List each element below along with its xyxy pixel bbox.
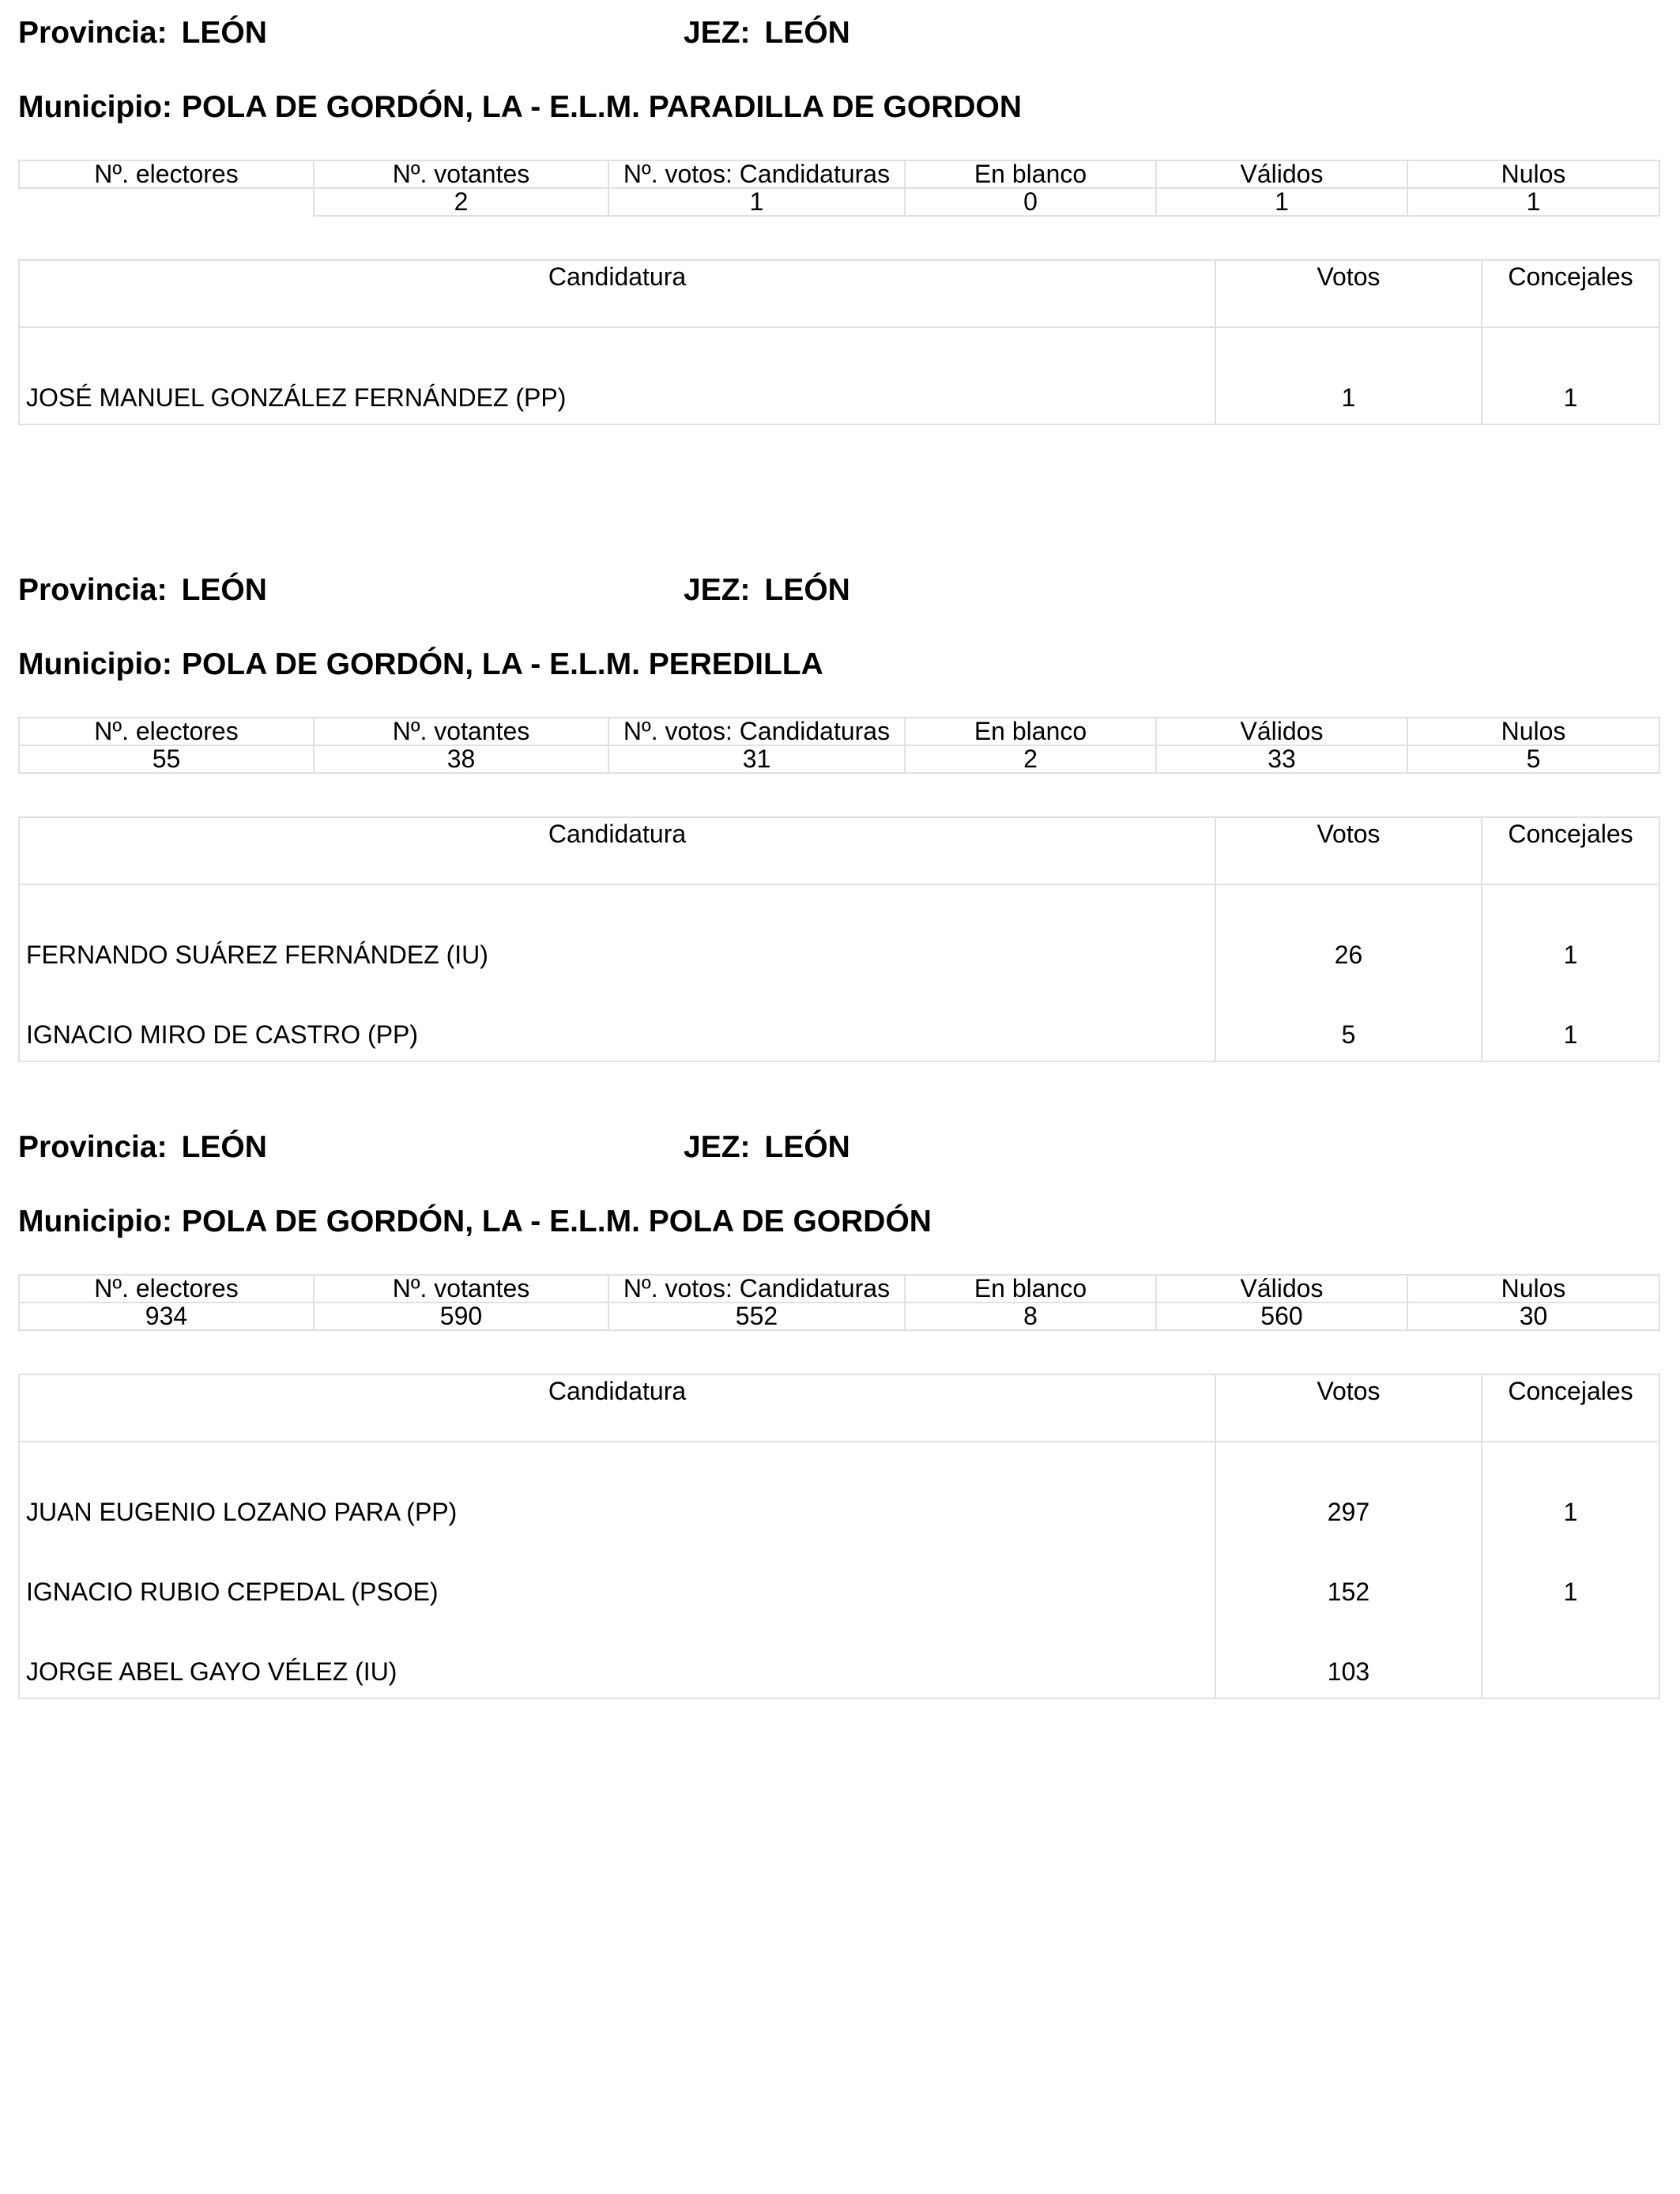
table-row [19,981,1659,1061]
stats-value-row [19,188,1659,216]
stats-header-nulos: Nulos [1407,160,1659,188]
provincia-label: Provincia: [18,1130,168,1164]
stats-value-votantes: 2 [314,188,608,216]
table-row [19,1442,1659,1538]
table-row [19,327,1659,424]
header-candidatura: Candidatura [19,1374,1215,1442]
stats-header-votantes: Nº. votantes [314,718,608,745]
stats-header-row [19,160,1659,188]
candidates-table [18,1374,1660,1699]
jez-line [684,1129,850,1167]
provincia-label: Provincia: [18,16,168,50]
election-section-3 [18,1114,1659,1686]
candidates-header-row [19,260,1659,327]
candidate-votos: 152 [1215,1538,1482,1618]
stats-header-row [19,718,1659,745]
stats-value-row [19,745,1659,773]
stats-value-votos-candidaturas: 31 [608,745,905,773]
jez-line [684,14,850,52]
stats-value-en-blanco: 8 [905,1302,1156,1330]
election-section-1 [18,0,1659,443]
provincia-value: LEÓN [181,1130,267,1164]
candidate-concejales: 1 [1482,327,1659,424]
election-section-2 [18,557,1659,1049]
stats-header-nulos: Nulos [1407,1275,1659,1302]
candidates-header-row [19,1374,1659,1442]
stats-value-validos: 1 [1156,188,1407,216]
stats-value-nulos: 5 [1407,745,1659,773]
table-row [19,1618,1659,1698]
candidate-votos: 103 [1215,1618,1482,1698]
table-row [19,884,1659,981]
stats-value-votantes: 590 [314,1302,608,1330]
provincia-line [18,571,267,609]
stats-header-row [19,1275,1659,1302]
municipio-line [18,89,1022,126]
stats-table [18,1274,1660,1331]
candidate-votos: 297 [1215,1442,1482,1538]
stats-header-electores: Nº. electores [19,160,314,188]
stats-value-electores [19,188,314,216]
candidate-name: JORGE ABEL GAYO VÉLEZ (IU) [19,1618,1215,1698]
header-votos: Votos [1215,1374,1482,1442]
jez-value: LEÓN [764,573,850,607]
stats-value-en-blanco: 0 [905,188,1156,216]
stats-table [18,160,1660,217]
municipio-value: POLA DE GORDÓN, LA - E.L.M. PEREDILLA [181,647,823,681]
municipio-value: POLA DE GORDÓN, LA - E.L.M. POLA DE GORDÓN [181,1204,932,1238]
header-candidatura: Candidatura [19,260,1215,327]
candidate-name: JOSÉ MANUEL GONZÁLEZ FERNÁNDEZ (PP) [19,327,1215,424]
jez-label: JEZ: [684,1130,751,1164]
candidate-votos: 1 [1215,327,1482,424]
stats-value-electores: 55 [19,745,314,773]
municipio-line [18,646,823,684]
stats-value-validos: 33 [1156,745,1407,773]
jez-value: LEÓN [764,1130,850,1164]
municipio-value: POLA DE GORDÓN, LA - E.L.M. PARADILLA DE GORDON [181,90,1023,124]
stats-header-validos: Válidos [1156,1275,1407,1302]
candidate-concejales [1482,1618,1659,1698]
provincia-value: LEÓN [181,573,267,607]
stats-header-votos-candidaturas: Nº. votos: Candidaturas [608,160,905,188]
municipio-label: Municipio: [18,647,172,681]
stats-header-en-blanco: En blanco [905,1275,1156,1302]
stats-header-votantes: Nº. votantes [314,160,608,188]
stats-header-electores: Nº. electores [19,1275,314,1302]
stats-value-nulos: 1 [1407,188,1659,216]
stats-value-validos: 560 [1156,1302,1407,1330]
candidate-concejales: 1 [1482,1538,1659,1618]
candidate-name: FERNANDO SUÁREZ FERNÁNDEZ (IU) [19,884,1215,981]
stats-header-validos: Válidos [1156,160,1407,188]
jez-line [684,571,850,609]
stats-header-votantes: Nº. votantes [314,1275,608,1302]
candidate-name: IGNACIO MIRO DE CASTRO (PP) [19,981,1215,1061]
candidate-concejales: 1 [1482,884,1659,981]
candidate-concejales: 1 [1482,981,1659,1061]
candidate-name: IGNACIO RUBIO CEPEDAL (PSOE) [19,1538,1215,1618]
header-candidatura: Candidatura [19,817,1215,884]
candidate-name: JUAN EUGENIO LOZANO PARA (PP) [19,1442,1215,1538]
header-votos: Votos [1215,817,1482,884]
provincia-value: LEÓN [181,16,267,50]
stats-value-votantes: 38 [314,745,608,773]
candidate-concejales: 1 [1482,1442,1659,1538]
header-concejales: Concejales [1482,817,1659,884]
jez-label: JEZ: [684,573,751,607]
table-row [19,1538,1659,1618]
stats-header-nulos: Nulos [1407,718,1659,745]
provincia-line [18,1129,267,1167]
stats-value-votos-candidaturas: 1 [608,188,905,216]
provincia-line [18,14,267,52]
stats-table [18,717,1660,774]
stats-header-en-blanco: En blanco [905,718,1156,745]
stats-value-en-blanco: 2 [905,745,1156,773]
stats-header-validos: Válidos [1156,718,1407,745]
candidate-votos: 26 [1215,884,1482,981]
stats-value-row [19,1302,1659,1330]
stats-value-nulos: 30 [1407,1302,1659,1330]
header-concejales: Concejales [1482,260,1659,327]
stats-header-electores: Nº. electores [19,718,314,745]
provincia-label: Provincia: [18,573,168,607]
municipio-label: Municipio: [18,1204,172,1238]
header-votos: Votos [1215,260,1482,327]
header-concejales: Concejales [1482,1374,1659,1442]
jez-value: LEÓN [764,16,850,50]
stats-value-electores: 934 [19,1302,314,1330]
jez-label: JEZ: [684,16,751,50]
candidate-votos: 5 [1215,981,1482,1061]
municipio-label: Municipio: [18,90,172,124]
stats-header-votos-candidaturas: Nº. votos: Candidaturas [608,718,905,745]
candidates-header-row [19,817,1659,884]
stats-header-votos-candidaturas: Nº. votos: Candidaturas [608,1275,905,1302]
stats-header-en-blanco: En blanco [905,160,1156,188]
municipio-line [18,1203,932,1241]
candidates-table [18,816,1660,1062]
candidates-table [18,259,1660,425]
stats-value-votos-candidaturas: 552 [608,1302,905,1330]
